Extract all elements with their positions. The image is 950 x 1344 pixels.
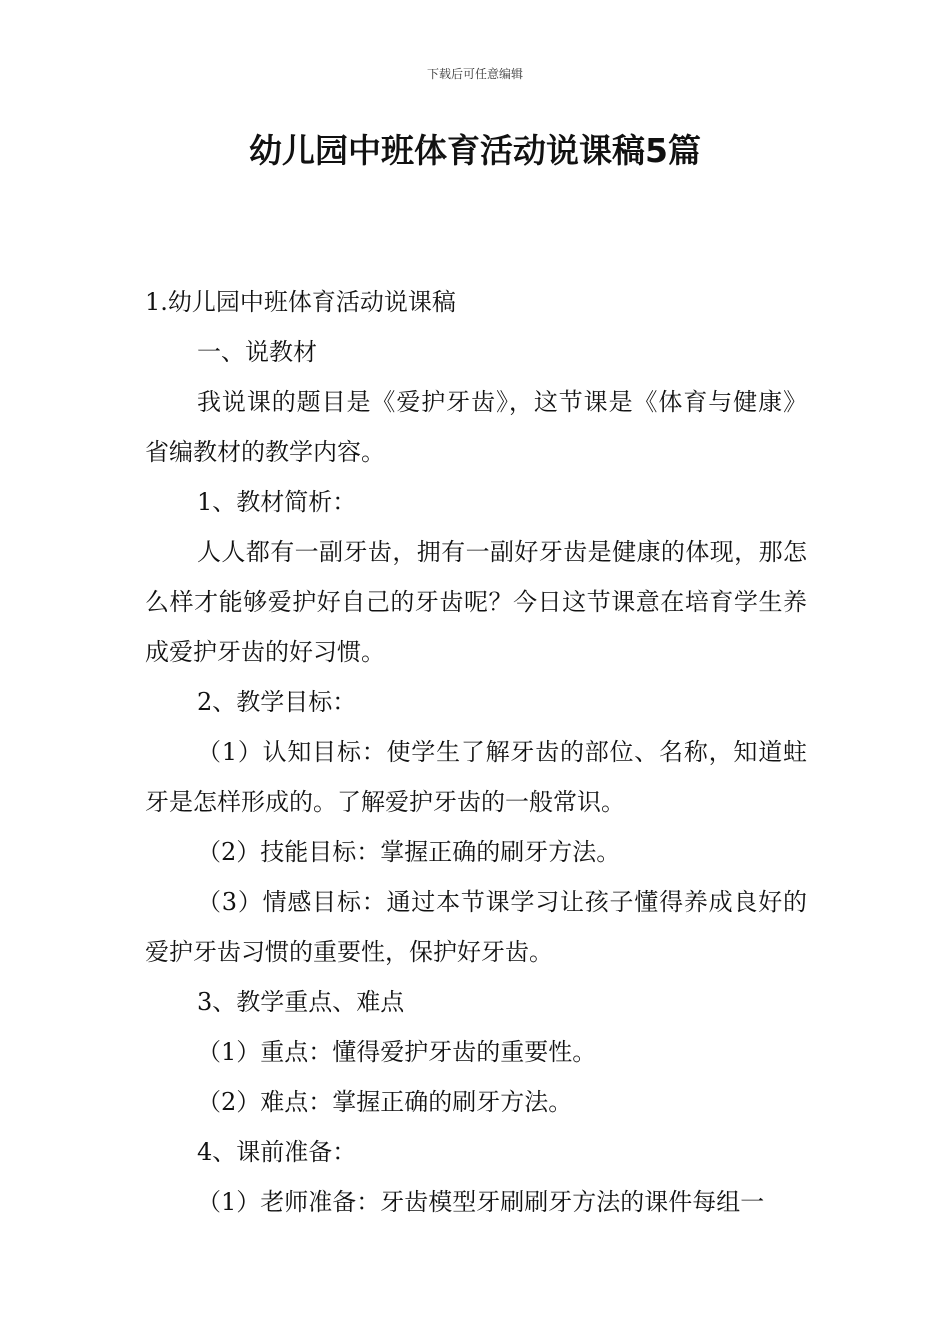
document-title: 幼儿园中班体育活动说课稿5篇 <box>249 131 701 170</box>
paragraph: （2）难点：掌握正确的刷牙方法。 <box>197 1088 573 1116</box>
subsection-heading: 4、课前准备： <box>197 1138 357 1166</box>
subsection-heading: 2、教学目标： <box>197 688 357 716</box>
page-header: 下载后可任意编辑 <box>426 67 523 81</box>
document-body <box>145 277 807 1227</box>
paragraph: （1）重点：懂得爱护牙齿的重要性。 <box>197 1038 597 1066</box>
paragraph: （1）老师准备：牙齿模型牙刷刷牙方法的课件每组一 <box>197 1188 765 1216</box>
paragraph: （2）技能目标：掌握正确的刷牙方法。 <box>197 838 621 866</box>
section-heading: 1.幼儿园中班体育活动说课稿 <box>145 288 456 316</box>
subsection-heading: 3、教学重点、难点 <box>197 988 405 1016</box>
paragraph: 我说课的题目是《爱护牙齿》，这节课是《体育与健康》省编教材的教学内容。 <box>145 388 807 466</box>
paragraph: （1）认知目标：使学生了解牙齿的部位、名称，知道蛀牙是怎样形成的。了解爱护牙齿的一般常识。 <box>145 738 807 816</box>
subsection-heading: 1、教材简析： <box>197 488 357 516</box>
paragraph: 人人都有一副牙齿，拥有一副好牙齿是健康的体现，那怎么样才能够爱护好自己的牙齿呢？今日这节课意在培育学生养成爱护牙齿的好习惯。 <box>145 538 807 666</box>
paragraph: （3）情感目标：通过本节课学习让孩子懂得养成良好的爱护牙齿习惯的重要性，保护好牙齿。 <box>145 888 807 966</box>
subsection-heading: 一、说教材 <box>197 338 317 366</box>
